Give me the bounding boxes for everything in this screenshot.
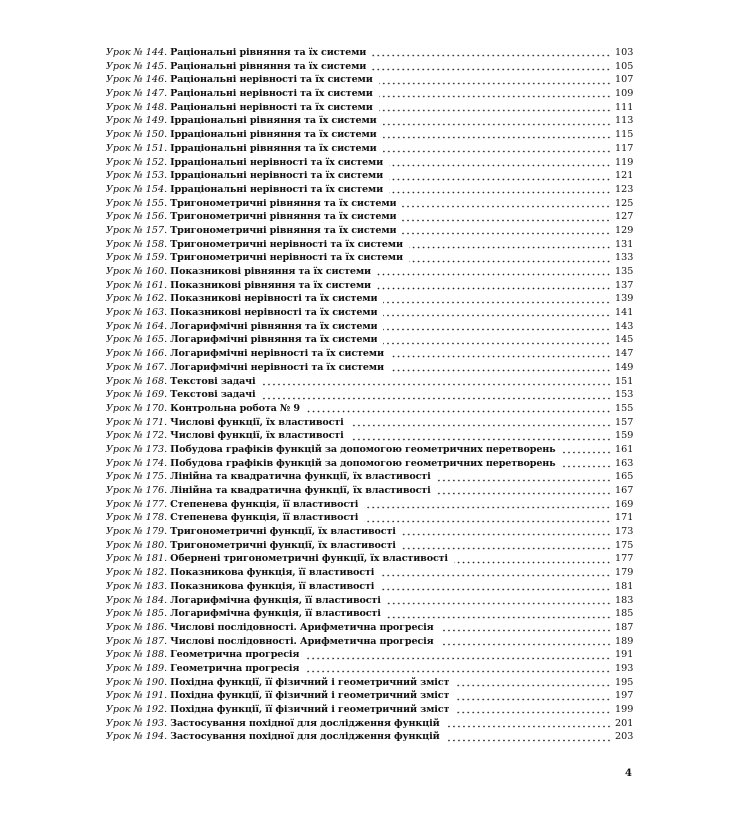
lesson-number: Урок № 159. <box>106 252 171 264</box>
toc-entry <box>106 443 633 457</box>
toc-entry <box>106 361 633 375</box>
entry-page-number: 199 <box>615 704 634 715</box>
entry-page-number: 195 <box>615 676 634 688</box>
toc-entry <box>106 402 633 416</box>
dot-leader <box>389 178 611 181</box>
entry-page-number: 131 <box>615 238 634 250</box>
toc-entry <box>106 676 633 690</box>
dot-leader <box>562 451 611 454</box>
entry-page-number: 145 <box>615 334 634 346</box>
entry-page-number: 109 <box>615 88 634 100</box>
entry-page-number: 151 <box>615 375 634 387</box>
toc-entry <box>106 292 633 306</box>
toc-entry <box>106 306 633 320</box>
toc-entry <box>106 114 633 128</box>
lesson-title: Текстові задачі <box>170 375 256 387</box>
dot-leader <box>387 602 611 605</box>
lesson-number: Урок № 182. <box>106 567 171 579</box>
lesson-title: Показникова функція, її властивості <box>170 567 375 579</box>
lesson-number: Урок № 166. <box>106 348 171 360</box>
lesson-title: Числові послідовності. Арифметична прогресія <box>170 621 434 633</box>
dot-leader <box>377 287 611 290</box>
entry-page-number: 159 <box>615 430 634 442</box>
entry-page-number: 107 <box>615 74 634 86</box>
entry-page-number: 139 <box>615 293 634 305</box>
toc-entry <box>106 730 633 744</box>
lesson-number: Урок № 160. <box>106 266 171 277</box>
lesson-title: Ірраціональні нерівності та їх системи <box>170 156 384 168</box>
toc-entry <box>106 566 633 580</box>
entry-page-number: 187 <box>615 621 634 633</box>
toc-entry <box>106 73 633 87</box>
lesson-title: Геометрична прогресія <box>170 649 300 661</box>
toc-entry <box>106 333 633 347</box>
entry-page-number: 125 <box>615 197 634 209</box>
entry-page-number: 193 <box>615 662 634 674</box>
entry-page-number: 167 <box>615 485 634 496</box>
toc-entry <box>106 224 633 238</box>
lesson-number: Урок № 192. <box>106 704 171 715</box>
dot-leader <box>383 136 611 139</box>
lesson-number: Урок № 164. <box>106 320 171 332</box>
entry-page-number: 185 <box>615 608 634 620</box>
toc-entry <box>106 347 633 361</box>
dot-leader <box>402 232 611 235</box>
lesson-title: Ірраціональні нерівності та їх системи <box>170 183 384 195</box>
lesson-number: Урок № 165. <box>106 334 171 346</box>
toc-entry <box>106 635 633 649</box>
lesson-title: Числові функції, їх властивості <box>170 430 344 442</box>
lesson-number: Урок № 156. <box>106 211 171 223</box>
dot-leader <box>437 492 611 495</box>
lesson-title: Ірраціональні рівняння та їх системи <box>170 142 377 154</box>
lesson-title: Похідна функції, її фізичний і геометричний зміст <box>170 704 450 715</box>
lesson-number: Урок № 178. <box>106 512 171 524</box>
lesson-title: Степенева функція, її властивості <box>170 498 359 510</box>
toc-entry <box>106 238 633 252</box>
toc-entry <box>106 662 633 676</box>
lesson-number: Урок № 186. <box>106 621 171 633</box>
lesson-number: Урок № 189. <box>106 662 171 674</box>
entry-page-number: 197 <box>615 690 634 702</box>
lesson-title: Ірраціональні нерівності та їх системи <box>170 170 384 182</box>
lesson-title: Ірраціональні рівняння та їх системи <box>170 115 377 127</box>
toc-entry <box>106 128 633 142</box>
entry-page-number: 143 <box>615 320 634 332</box>
lesson-title: Показникова функція, її властивості <box>170 580 375 592</box>
entry-page-number: 175 <box>615 539 634 551</box>
toc-entry <box>106 388 633 402</box>
entry-page-number: 153 <box>615 389 634 401</box>
toc-entry <box>106 498 633 512</box>
entry-page-number: 179 <box>615 567 634 579</box>
lesson-title: Раціональні нерівності та їх системи <box>170 74 373 86</box>
toc-entry <box>106 580 633 594</box>
entry-page-number: 177 <box>615 553 634 565</box>
entry-page-number: 137 <box>615 279 634 291</box>
dot-leader <box>402 205 611 208</box>
lesson-number: Урок № 149. <box>106 115 171 127</box>
entry-page-number: 155 <box>615 402 634 414</box>
lesson-number: Урок № 194. <box>106 731 171 743</box>
dot-leader <box>377 273 611 276</box>
toc-entry <box>106 717 633 731</box>
entry-page-number: 171 <box>615 512 634 524</box>
entry-page-number: 201 <box>615 717 634 729</box>
toc-entry <box>106 210 633 224</box>
lesson-number: Урок № 173. <box>106 443 171 455</box>
dot-leader <box>409 260 611 263</box>
toc-entry <box>106 142 633 156</box>
entry-page-number: 181 <box>615 580 634 592</box>
toc-entry <box>106 607 633 621</box>
entry-page-number: 149 <box>615 361 634 373</box>
lesson-title: Логарифмічні нерівності та їх системи <box>170 348 384 360</box>
lesson-number: Урок № 188. <box>106 649 171 661</box>
lesson-number: Урок № 155. <box>106 197 171 209</box>
entry-page-number: 165 <box>615 471 634 483</box>
lesson-title: Лінійна та квадратична функції, їх властивості <box>170 485 431 496</box>
lesson-title: Побудова графіків функцій за допомогою геометричних перетворень <box>170 457 556 469</box>
lesson-number: Урок № 151. <box>106 142 171 154</box>
toc-entry <box>106 416 633 430</box>
lesson-title: Числові функції, їх властивості <box>170 416 344 428</box>
lesson-title: Тригонометричні нерівності та їх системи <box>170 238 403 250</box>
page-number-footer: 4 <box>625 768 632 779</box>
toc-entry <box>106 484 633 498</box>
lesson-number: Урок № 145. <box>106 60 171 72</box>
dot-leader <box>305 657 611 660</box>
dot-leader <box>409 246 611 249</box>
entry-page-number: 123 <box>615 183 634 195</box>
toc-entry <box>106 101 633 115</box>
dot-leader <box>383 150 611 153</box>
lesson-title: Тригонометричні нерівності та їх системи <box>170 252 403 264</box>
lesson-title: Тригонометричні рівняння та їх системи <box>170 224 397 236</box>
lesson-title: Раціональні рівняння та їх системи <box>170 47 367 58</box>
dot-leader <box>383 328 611 331</box>
lesson-title: Тригонометричні функції, їх властивості <box>170 526 396 538</box>
entry-page-number: 115 <box>615 129 634 141</box>
lesson-title: Тригонометричні рівняння та їх системи <box>170 211 397 223</box>
dot-leader <box>454 561 611 564</box>
dot-leader <box>262 397 611 400</box>
entry-page-number: 129 <box>615 224 634 236</box>
entry-page-number: 117 <box>615 142 634 154</box>
dot-leader <box>390 355 611 358</box>
lesson-title: Раціональні нерівності та їх системи <box>170 88 373 100</box>
dot-leader <box>455 684 611 687</box>
lesson-title: Логарифмічні рівняння та їх системи <box>170 334 378 346</box>
entry-page-number: 121 <box>615 170 634 182</box>
entry-page-number: 191 <box>615 649 634 661</box>
lesson-title: Логарифмічна функція, її властивості <box>170 594 381 606</box>
toc-entry <box>106 552 633 566</box>
toc-entry <box>106 183 633 197</box>
entry-page-number: 163 <box>615 457 634 469</box>
dot-leader <box>372 68 611 71</box>
lesson-number: Урок № 150. <box>106 129 171 141</box>
dot-leader <box>402 219 611 222</box>
lesson-number: Урок № 177. <box>106 498 171 510</box>
toc-entry <box>106 320 633 334</box>
lesson-number: Урок № 146. <box>106 74 171 86</box>
dot-leader <box>379 95 611 98</box>
dot-leader <box>380 574 611 577</box>
lesson-number: Урок № 152. <box>106 156 171 168</box>
entry-page-number: 135 <box>615 266 634 277</box>
lesson-title: Обернені тригонометричні функції, їх властивості <box>170 553 448 565</box>
dot-leader <box>379 82 611 85</box>
lesson-number: Урок № 153. <box>106 170 171 182</box>
toc-entry <box>106 703 633 717</box>
dot-leader <box>387 616 611 619</box>
lesson-title: Показникові нерівності та їх системи <box>170 307 378 319</box>
lesson-title: Логарифмічна функція, її властивості <box>170 608 381 620</box>
dot-leader <box>262 383 611 386</box>
toc-entry <box>106 279 633 293</box>
lesson-number: Урок № 181. <box>106 553 171 565</box>
lesson-number: Урок № 184. <box>106 594 171 606</box>
dot-leader <box>383 123 611 126</box>
toc-entry <box>106 87 633 101</box>
lesson-title: Побудова графіків функцій за допомогою геометричних перетворень <box>170 443 556 455</box>
lesson-number: Урок № 176. <box>106 485 171 496</box>
dot-leader <box>383 314 611 317</box>
dot-leader <box>305 670 611 673</box>
lesson-number: Урок № 162. <box>106 293 171 305</box>
toc-entry <box>106 594 633 608</box>
lesson-number: Урок № 148. <box>106 101 171 113</box>
entry-page-number: 169 <box>615 498 634 510</box>
lesson-title: Раціональні рівняння та їх системи <box>170 60 367 72</box>
lesson-number: Урок № 185. <box>106 608 171 620</box>
lesson-number: Урок № 172. <box>106 430 171 442</box>
dot-leader <box>379 109 611 112</box>
table-of-contents <box>106 46 633 744</box>
dot-leader <box>562 465 611 468</box>
lesson-title: Степенева функція, її властивості <box>170 512 359 524</box>
toc-entry <box>106 60 633 74</box>
lesson-title: Контрольна робота № 9 <box>170 402 300 414</box>
entry-page-number: 113 <box>615 115 634 127</box>
dot-leader <box>437 479 611 482</box>
lesson-title: Геометрична прогресія <box>170 662 300 674</box>
lesson-number: Урок № 161. <box>106 279 171 291</box>
lesson-number: Урок № 187. <box>106 635 171 647</box>
toc-entry <box>106 457 633 471</box>
lesson-number: Урок № 147. <box>106 88 171 100</box>
toc-entry <box>106 251 633 265</box>
lesson-number: Урок № 183. <box>106 580 171 592</box>
dot-leader <box>364 520 611 523</box>
toc-entry <box>106 197 633 211</box>
lesson-number: Урок № 158. <box>106 238 171 250</box>
toc-entry <box>106 375 633 389</box>
dot-leader <box>350 424 611 427</box>
entry-page-number: 147 <box>615 348 634 360</box>
lesson-number: Урок № 169. <box>106 389 171 401</box>
entry-page-number: 141 <box>615 307 634 319</box>
toc-entry <box>106 511 633 525</box>
lesson-title: Логарифмічні рівняння та їх системи <box>170 320 378 332</box>
lesson-number: Урок № 157. <box>106 224 171 236</box>
lesson-number: Урок № 190. <box>106 676 171 688</box>
lesson-title: Тригонометричні функції, їх властивості <box>170 539 396 551</box>
entry-page-number: 105 <box>615 60 634 72</box>
toc-entry <box>106 429 633 443</box>
lesson-title: Тригонометричні рівняння та їх системи <box>170 197 397 209</box>
entry-page-number: 133 <box>615 252 634 264</box>
toc-entry <box>106 689 633 703</box>
lesson-title: Показникові рівняння та їх системи <box>170 266 372 277</box>
dot-leader <box>455 698 611 701</box>
toc-entry <box>106 648 633 662</box>
dot-leader <box>306 410 611 413</box>
lesson-number: Урок № 171. <box>106 416 171 428</box>
toc-entry <box>106 156 633 170</box>
lesson-number: Урок № 154. <box>106 183 171 195</box>
dot-leader <box>380 588 611 591</box>
dot-leader <box>402 533 611 536</box>
toc-entry <box>106 525 633 539</box>
dot-leader <box>364 506 611 509</box>
lesson-number: Урок № 193. <box>106 717 171 729</box>
dot-leader <box>440 629 611 632</box>
dot-leader <box>402 547 611 550</box>
dot-leader <box>383 342 611 345</box>
dot-leader <box>350 438 611 441</box>
lesson-title: Лінійна та квадратична функції, їх властивості <box>170 471 431 483</box>
toc-entry <box>106 169 633 183</box>
dot-leader <box>389 164 611 167</box>
dot-leader <box>446 725 611 728</box>
lesson-number: Урок № 174. <box>106 457 171 469</box>
entry-page-number: 157 <box>615 416 634 428</box>
lesson-number: Урок № 144. <box>106 47 171 58</box>
entry-page-number: 161 <box>615 443 634 455</box>
lesson-title: Похідна функції, її фізичний і геометричний зміст <box>170 676 450 688</box>
dot-leader <box>389 191 611 194</box>
lesson-title: Логарифмічні нерівності та їх системи <box>170 361 384 373</box>
lesson-title: Раціональні нерівності та їх системи <box>170 101 373 113</box>
entry-page-number: 103 <box>615 47 634 58</box>
entry-page-number: 127 <box>615 211 634 223</box>
lesson-number: Урок № 175. <box>106 471 171 483</box>
dot-leader <box>446 739 611 742</box>
lesson-number: Урок № 180. <box>106 539 171 551</box>
lesson-number: Урок № 167. <box>106 361 171 373</box>
lesson-title: Ірраціональні рівняння та їх системи <box>170 129 377 141</box>
lesson-title: Текстові задачі <box>170 389 256 401</box>
toc-entry <box>106 539 633 553</box>
toc-entry <box>106 46 633 60</box>
dot-leader <box>383 301 611 304</box>
toc-entry <box>106 265 633 279</box>
lesson-title: Показникові рівняння та їх системи <box>170 279 372 291</box>
lesson-number: Урок № 191. <box>106 690 171 702</box>
toc-entry <box>106 621 633 635</box>
entry-page-number: 189 <box>615 635 634 647</box>
dot-leader <box>390 369 611 372</box>
lesson-number: Урок № 163. <box>106 307 171 319</box>
lesson-title: Застосування похідної для дослідження функцій <box>170 717 440 729</box>
dot-leader <box>440 643 611 646</box>
lesson-title: Похідна функції, її фізичний і геометричний зміст <box>170 690 450 702</box>
lesson-number: Урок № 168. <box>106 375 171 387</box>
toc-entry <box>106 470 633 484</box>
entry-page-number: 203 <box>615 731 634 743</box>
lesson-title: Застосування похідної для дослідження функцій <box>170 731 440 743</box>
entry-page-number: 111 <box>615 101 634 113</box>
entry-page-number: 173 <box>615 526 634 538</box>
dot-leader <box>455 711 611 714</box>
lesson-title: Числові послідовності. Арифметична прогресія <box>170 635 434 647</box>
dot-leader <box>372 54 611 57</box>
lesson-number: Урок № 179. <box>106 526 171 538</box>
lesson-title: Показникові нерівності та їх системи <box>170 293 378 305</box>
entry-page-number: 183 <box>615 594 634 606</box>
entry-page-number: 119 <box>615 156 634 168</box>
lesson-number: Урок № 170. <box>106 402 171 414</box>
